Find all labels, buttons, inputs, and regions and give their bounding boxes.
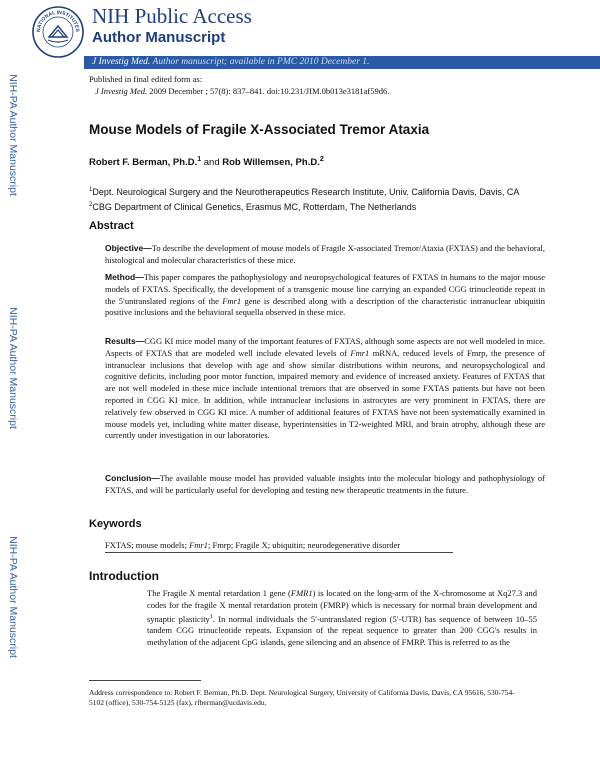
side-label-middle: NIH-PA Author Manuscript bbox=[7, 307, 19, 429]
header-banner bbox=[84, 56, 600, 69]
abstract-conclusion: Conclusion—The available mouse model has provided valuable insights into the molecular biology and pathophysiology of FXTAS, and will be particularly useful for developing and testing new therapeutic treatments in the future. bbox=[105, 473, 545, 495]
citation: J Investig Med. 2009 December ; 57(8): 837–841. doi:10.231/JIM.0b013e3181af59d6. bbox=[95, 86, 390, 96]
keywords-heading: Keywords bbox=[89, 518, 142, 530]
side-label-bottom: NIH-PA Author Manuscript bbox=[7, 536, 19, 658]
introduction-heading: Introduction bbox=[89, 569, 159, 583]
logo-text: NATIONAL INSTITUTES bbox=[35, 9, 81, 33]
abstract-results: Results—CGG KI mice model many of the important features of FXTAS, although some aspects are not well modeled in mice. Aspects of FXTAS that are modeled well include elevated levels of Fmr1 mRNA, reduced levels of Fmrp, the presence of intranuclear inclusions that develop with age and show similar distributions within neurons, and neuropsychological and cognitive deficits, including poor motor function, impaired memory and evidence of increased anxiety. Features of FXTAS that are not well modeled in these mice include intentional tremors that are observed in some FXTAS patients but have not been reported in CGG KI mice. In addition, while intranuclear inclusions in astrocytes are very prominent in FXTAS, there are relatively few observed in CGG KI mice. A number of additional features of FXTAS have not been systematically examined in mouse models yet, including white matter disease, hyperintensities in T2-weighted MRI, and brain atrophy, although these are currently under investigation in our laboratories. bbox=[105, 336, 546, 441]
correspondence-footnote: Address correspondence to: Robert F. Berman, Ph.D. Dept. Neurological Surgery, University of California Davis, Davis, CA 95616, 530-754-5102 (office), 530-754-5125 (fax), rfberman@ucdavis.edu. bbox=[89, 688, 515, 707]
abstract-objective: Objective—To describe the development of mouse models of Fragile X-associated Tremor/Ataxia (FXTAS) and the behavioral, histological and molecular characteristics of these mice. bbox=[105, 243, 545, 265]
article-title: Mouse Models of Fragile X-Associated Tremor Ataxia bbox=[89, 122, 430, 137]
nih-public-access-title: NIH Public Access bbox=[92, 4, 252, 28]
affiliations: $^1$Dept. Neurological Surgery and the Neurotherapeutics Research Institute, Univ. California Davis, Davis, CA $^2$CBG Department of Clinical Genetics, Erasmus MC, Rotterdam, The Netherlands bbox=[89, 187, 519, 212]
banner-text: J Investig Med. Author manuscript; available in PMC 2010 December 1. bbox=[92, 57, 370, 67]
footnote-divider bbox=[89, 680, 201, 681]
authors: Robert F. Berman, Ph.D.$^1$ and Rob Willemsen, Ph.D.$^2$ bbox=[89, 156, 324, 169]
side-label-top: NIH-PA Author Manuscript bbox=[7, 74, 19, 196]
author-2: Rob Willemsen, Ph.D. bbox=[222, 157, 320, 169]
author-1: Robert F. Berman, Ph.D. bbox=[89, 157, 198, 169]
keywords-divider bbox=[105, 552, 453, 553]
published-note: Published in final edited form as: bbox=[89, 74, 203, 84]
introduction-text: The Fragile X mental retardation 1 gene (FMR1) is located on the long-arm of the X-chromosome at Xq27.3 and codes for the fragile X mental retardation protein (FMRP) which is necessary for normal brain development and synaptic plasticity$^1$. In normal individuals the 5′-untranslated region (5′-UTR) has sequence of between 10–55 tandem CGG trinucleotide repeats. Expansion of the repeat sequence to greater than 200 CGG's results in methylation of the adjacent CpG islands, gene silencing and an absence of FMRP. This is referred to as the bbox=[147, 588, 538, 648]
nih-logo bbox=[32, 6, 84, 58]
abstract-heading: Abstract bbox=[89, 220, 134, 232]
abstract-method: Method—This paper compares the pathophysiology and neuropsychological features of FXTAS in humans to the major mouse models of FXTAS. Specifically, the development of a transgenic mouse line carrying an expanded CGG trinucleotide repeat in the 5′untranslated regions of the Fmr1 gene is described along with a description of the characteristic intranuclear ubiquitin positive inclusions and the behavioral sequella observed in these mice. bbox=[105, 272, 546, 318]
author-manuscript-title: Author Manuscript bbox=[92, 29, 226, 46]
keywords-list: FXTAS; mouse models; Fmr1; Fmrp; Fragile X; ubiquitin; neurodegenerative disorder bbox=[105, 540, 401, 550]
